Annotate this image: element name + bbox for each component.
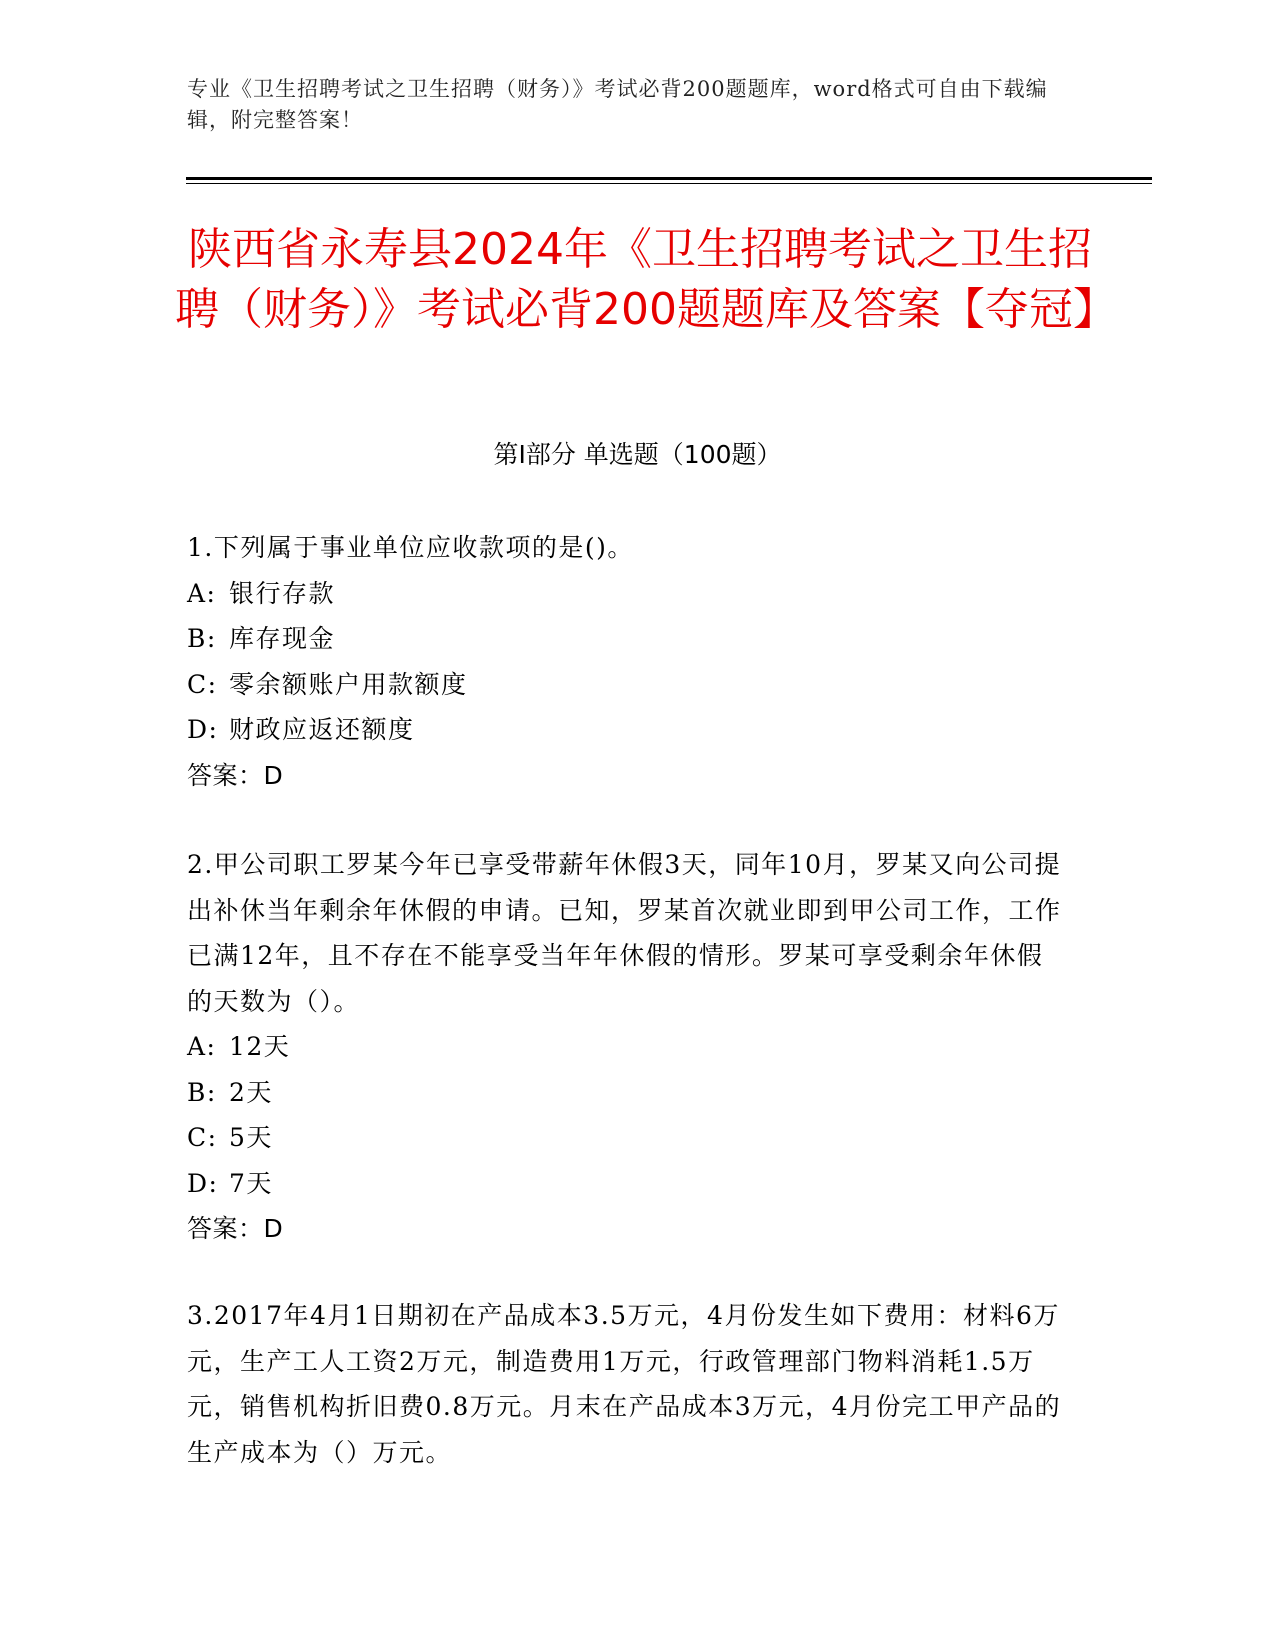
question-3 [187, 1293, 1067, 1475]
question-text: 1.下列属于事业单位应收款项的是()。 [187, 533, 634, 562]
option-text: 5天 [229, 1123, 273, 1152]
question-2 [187, 842, 1067, 1252]
option-c [187, 662, 1067, 708]
option-text: 零余额账户用款额度 [229, 669, 468, 699]
section-heading: 第I部分 单选题（100题） [493, 440, 782, 469]
option-d [187, 707, 1067, 753]
option-text: 2天 [229, 1077, 273, 1107]
option-text: 银行存款 [229, 578, 336, 608]
answer: 答案：D [187, 760, 284, 790]
option-a [187, 1024, 1067, 1070]
option-text: 财政应返还额度 [229, 715, 415, 744]
option-label: D: [187, 715, 219, 744]
document-title: 陕西省永寿县2024年《卫生招聘考试之卫生招聘（财务）》考试必背200题题库及答案【夺冠】 [175, 224, 1117, 335]
header-divider-thin [186, 183, 1152, 184]
option-c [187, 1115, 1067, 1161]
option-text: 12天 [229, 1032, 291, 1061]
option-label: B: [187, 624, 217, 653]
answer: 答案：D [187, 1214, 284, 1243]
option-label: A: [187, 1032, 217, 1061]
option-d [187, 1161, 1067, 1207]
option-label: C: [187, 1123, 218, 1152]
header-divider-thick [186, 177, 1152, 180]
option-label: B: [187, 1077, 217, 1107]
option-label: D: [187, 1168, 219, 1198]
option-b [187, 616, 1067, 662]
option-a [187, 571, 1067, 617]
question-text: 3.2017年4月1日期初在产品成本3.5万元，4月份发生如下费用：材料6万元，生产工人工资2万元，制造费用1万元，行政管理部门物料消耗1.5万元，销售机构折旧费0.8万元。月末在产品成本3万元，4月份完工甲产品的生产成本为（）万元。 [187, 1301, 1062, 1467]
option-label: C: [187, 669, 218, 699]
option-label: A: [187, 578, 217, 608]
option-text: 库存现金 [229, 624, 336, 653]
option-text: 7天 [229, 1168, 273, 1198]
question-text: 2.甲公司职工罗某今年已享受带薪年休假3天，同年10月，罗某又向公司提出补休当年剩余年休假的申请。已知，罗某首次就业即到甲公司工作，工作已满12年，且不存在不能享受当年年休假的情形。罗某可享受剩余年休假的天数为（）。 [187, 850, 1062, 1016]
option-b [187, 1070, 1067, 1116]
question-1 [187, 525, 1067, 798]
header-note: 专业《卫生招聘考试之卫生招聘（财务）》考试必背200题题库，word格式可自由下载编辑，附完整答案！ [187, 77, 1048, 132]
